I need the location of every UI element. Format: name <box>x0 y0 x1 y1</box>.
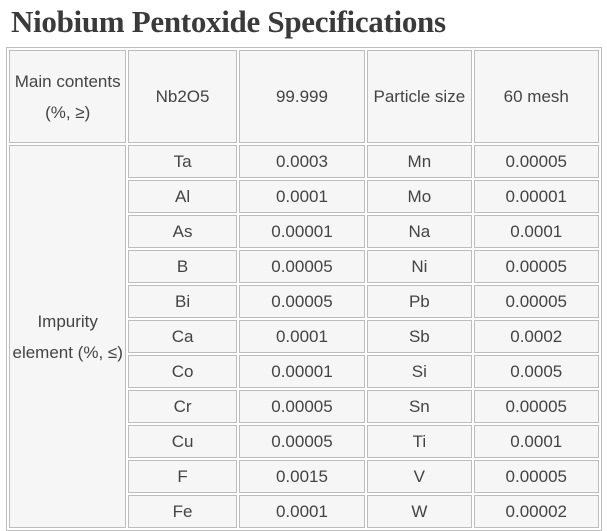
element-cell: Ni <box>367 250 471 283</box>
element-cell: V <box>367 460 471 493</box>
element-value-cell: 0.00005 <box>474 285 599 318</box>
specifications-table <box>6 47 602 531</box>
impurity-element-label <box>9 145 126 528</box>
element-cell: Co <box>128 355 236 388</box>
element-cell: Na <box>367 215 471 248</box>
element-value-cell: 0.00001 <box>474 180 599 213</box>
element-cell: Fe <box>128 495 236 528</box>
element-cell: Bi <box>128 285 236 318</box>
element-cell: Mo <box>367 180 471 213</box>
element-value-cell: 0.0003 <box>239 145 365 178</box>
element-value-cell: 0.00005 <box>239 425 365 458</box>
particle-size-label: Particle size <box>367 50 471 143</box>
specifications-table-body <box>9 50 599 528</box>
element-value-cell: 0.00005 <box>239 285 365 318</box>
element-value-cell: 0.0001 <box>239 495 365 528</box>
element-value-cell: 0.0001 <box>239 320 365 353</box>
element-value-cell: 0.00002 <box>474 495 599 528</box>
element-cell: Cr <box>128 390 236 423</box>
element-value-cell: 0.00005 <box>474 390 599 423</box>
impurity-row <box>9 145 599 178</box>
element-value-cell: 0.00005 <box>474 250 599 283</box>
element-cell: As <box>128 215 236 248</box>
element-value-cell: 0.00005 <box>474 460 599 493</box>
element-cell: Si <box>367 355 471 388</box>
particle-size-value: 60 mesh <box>474 50 599 143</box>
element-cell: F <box>128 460 236 493</box>
main-contents-label: Main contents (%, ≥) <box>9 50 126 143</box>
element-value-cell: 0.0015 <box>239 460 365 493</box>
page-title: Niobium Pentoxide Specifications <box>11 4 446 39</box>
element-cell: Sn <box>367 390 471 423</box>
element-value-cell: 0.0002 <box>474 320 599 353</box>
element-cell: Cu <box>128 425 236 458</box>
element-cell: Mn <box>367 145 471 178</box>
element-value-cell: 0.0005 <box>474 355 599 388</box>
compound-cell: Nb2O5 <box>128 50 236 143</box>
element-value-cell: 0.0001 <box>474 425 599 458</box>
element-value-cell: 0.00001 <box>239 215 365 248</box>
main-contents-row <box>9 50 599 143</box>
element-cell: Ca <box>128 320 236 353</box>
element-cell: Ta <box>128 145 236 178</box>
element-value-cell: 0.00005 <box>239 250 365 283</box>
element-value-cell: 0.00001 <box>239 355 365 388</box>
element-value-cell: 0.00005 <box>239 390 365 423</box>
purity-cell: 99.999 <box>239 50 365 143</box>
element-cell: Pb <box>367 285 471 318</box>
element-value-cell: 0.00005 <box>474 145 599 178</box>
element-cell: Sb <box>367 320 471 353</box>
element-value-cell: 0.0001 <box>474 215 599 248</box>
element-cell: Al <box>128 180 236 213</box>
element-cell: Ti <box>367 425 471 458</box>
element-cell: B <box>128 250 236 283</box>
element-cell: W <box>367 495 471 528</box>
element-value-cell: 0.0001 <box>239 180 365 213</box>
impurity-element-label-text: Impurity element (%, ≤) <box>12 311 123 362</box>
